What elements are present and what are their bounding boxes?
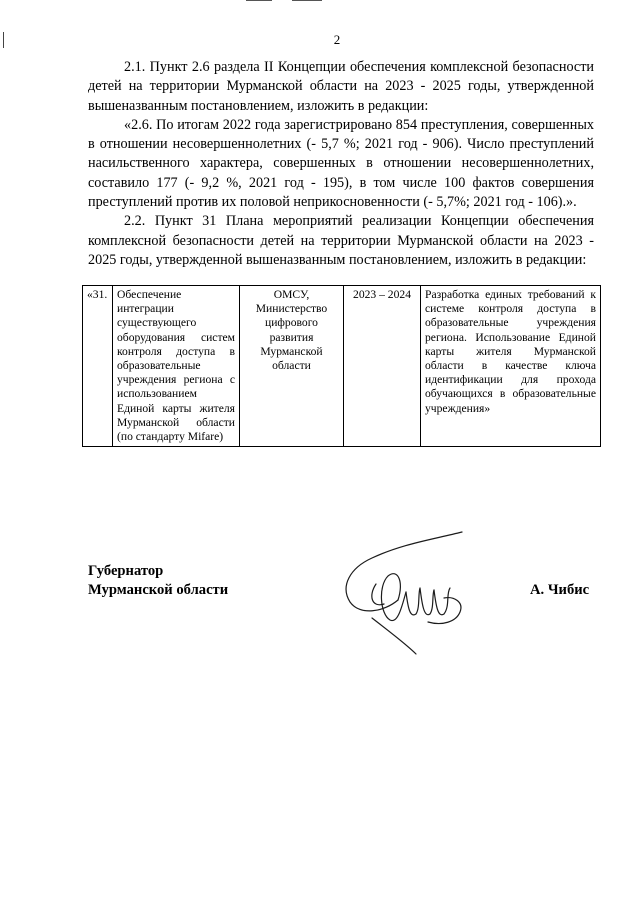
paragraph-2-6-quote: «2.6. По итогам 2022 года зарегистрировано 854 преступления, совершенных в отношении несовершеннолетних (- 5,7 %; 2021 год - 906). Число преступлений насильственного характера, совершенных в отношении несовершеннолетних, составило 177 (- 9,2 %, 2021 год - 195), в том числе 100 фактов совершения преступлений против их половой неприкосновенности (- 5,7%; 2021 год - 106).». <box>88 116 594 211</box>
signature-strokes <box>346 532 462 654</box>
paragraph-2-2: 2.2. Пункт 31 Плана мероприятий реализации Концепции обеспечения комплексной безопасности детей на территории Мурманской области на 2023 - 2025 годы, утвержденной вышеназванным постановлением, изложить в редакции: <box>88 213 594 268</box>
table-row <box>83 286 601 447</box>
signature-stroke <box>434 588 450 615</box>
signature-stroke <box>406 588 434 615</box>
measures-table <box>82 285 601 447</box>
measure-cell: Обеспечение интеграции существующего оборудования систем контроля доступа в образовательные учреждения региона с использованием Единой карты жителя Мурманской области (по стандарту Mifare) <box>113 286 240 447</box>
top-edge-marks <box>246 0 326 3</box>
signature-stroke <box>372 618 416 654</box>
period-cell: 2023 – 2024 <box>344 286 421 447</box>
signatory-title-line2: Мурманской области <box>88 582 229 598</box>
result-cell: Разработка единых требований к системе контроля доступа в образовательные учреждения региона. Использование Единой карты жителя Мурманской области в качестве ключа идентификации для прохода обучающихся в образовательные учреждения» <box>421 286 601 447</box>
paragraph-2-1: 2.1. Пункт 2.6 раздела II Концепции обеспечения комплексной безопасности детей на территории Мурманской области на 2023 - 2025 годы, утвержденной вышеназванным постановлением, изложить в редакции: <box>88 59 594 114</box>
executors-cell: ОМСУ, Министерство цифрового развития Мурманской области <box>240 286 344 447</box>
signatory-title-line1: Губернатор <box>88 563 164 579</box>
signatory-name: А. Чибис <box>530 582 590 598</box>
document-body <box>88 58 594 270</box>
signature-stroke <box>381 574 406 621</box>
row-number-cell: «31. <box>83 286 113 447</box>
signatory-title <box>88 562 228 600</box>
page-number: 2 <box>333 32 341 47</box>
handwritten-signature <box>332 522 472 657</box>
